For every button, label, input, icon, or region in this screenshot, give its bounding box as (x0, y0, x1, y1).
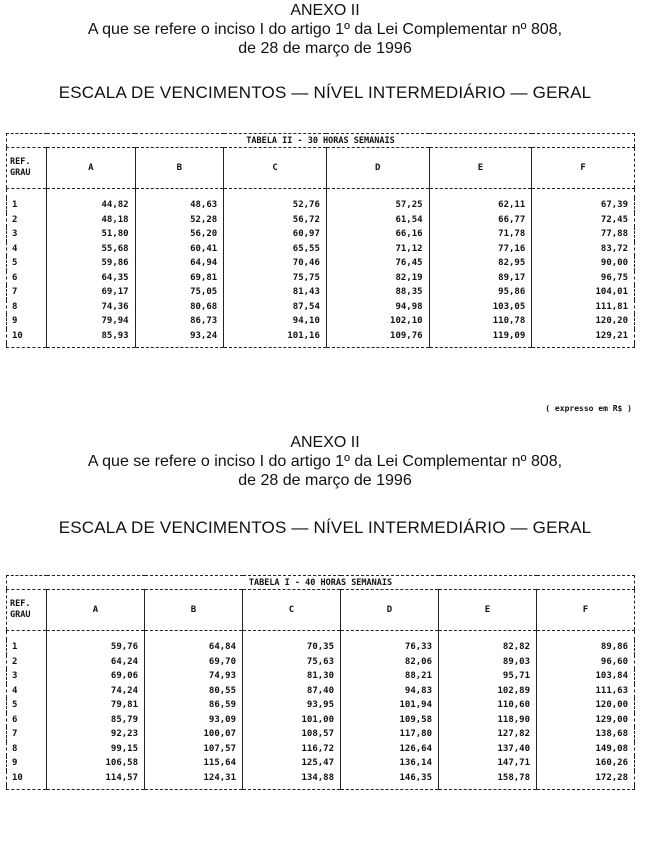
table-row (7, 227, 635, 242)
table-caption: TABELA I - 40 HORAS SEMANAIS (7, 576, 635, 590)
value-cell: 94,83 (341, 684, 439, 699)
value-cell: 101,00 (243, 713, 341, 728)
value-cell: 88,21 (341, 669, 439, 684)
value-cell: 59,76 (47, 640, 145, 655)
value-cell: 134,88 (243, 771, 341, 786)
column-header-d: D (326, 148, 429, 189)
law-reference-line-2: de 28 de março de 1996 (238, 472, 412, 489)
value-cell: 52,76 (224, 198, 327, 213)
value-cell: 69,17 (47, 285, 136, 300)
value-cell: 79,94 (47, 314, 136, 329)
value-cell: 160,26 (595, 758, 628, 769)
value-cell: 66,77 (429, 213, 532, 228)
table-row (7, 300, 635, 315)
column-header-d: D (341, 590, 439, 631)
value-cell: 67,39 (600, 200, 628, 211)
value-cell: 80,68 (135, 300, 224, 315)
value-cell: 81,30 (243, 669, 341, 684)
document-section-2 (0, 432, 650, 783)
value-cell: 118,90 (439, 713, 537, 728)
table-row (7, 213, 635, 228)
value-cell: 61,54 (326, 213, 429, 228)
value-cell: 127,82 (439, 727, 537, 742)
grau-cell: 2 (7, 655, 47, 670)
salary-table-40h (6, 575, 635, 790)
table-row (7, 727, 635, 742)
value-cell: 104,01 (595, 287, 628, 298)
table-header-row (7, 148, 635, 189)
grau-cell: 7 (7, 727, 47, 742)
value-cell: 110,60 (439, 698, 537, 713)
value-cell: 111,63 (595, 685, 628, 696)
column-header-e: E (439, 590, 537, 631)
value-cell: 69,81 (135, 271, 224, 286)
grau-cell: 3 (7, 669, 47, 684)
value-cell: 77,88 (600, 229, 628, 240)
value-cell: 64,24 (47, 655, 145, 670)
value-cell: 93,95 (243, 698, 341, 713)
value-cell: 158,78 (439, 771, 537, 786)
value-cell: 71,78 (429, 227, 532, 242)
grau-cell: 9 (7, 756, 47, 771)
table-row (7, 314, 635, 329)
value-cell: 82,82 (439, 640, 537, 655)
value-cell: 109,76 (326, 329, 429, 344)
grau-cell: 4 (7, 242, 47, 257)
table-row (7, 271, 635, 286)
value-cell: 146,35 (341, 771, 439, 786)
value-cell: 94,10 (224, 314, 327, 329)
value-cell: 80,55 (145, 684, 243, 699)
grau-cell: 10 (7, 771, 47, 786)
value-cell: 44,82 (47, 198, 136, 213)
table-row (7, 329, 635, 344)
value-cell: 75,05 (135, 285, 224, 300)
value-cell: 71,12 (326, 242, 429, 257)
value-cell: 96,75 (600, 272, 628, 283)
table-row (7, 640, 635, 655)
value-cell: 93,24 (135, 329, 224, 344)
table-header-row (7, 590, 635, 631)
value-cell: 51,80 (47, 227, 136, 242)
value-cell: 107,57 (145, 742, 243, 757)
value-cell: 110,78 (429, 314, 532, 329)
value-cell: 117,80 (341, 727, 439, 742)
law-reference-line-1: A que se refere o inciso I do artigo 1º da Lei Complementar nº 808, (87, 21, 563, 38)
grau-cell: 4 (7, 684, 47, 699)
value-cell: 89,03 (439, 655, 537, 670)
column-header-b: B (145, 590, 243, 631)
annex-title: ANEXO II (290, 2, 360, 19)
value-cell: 76,45 (326, 256, 429, 271)
value-cell: 72,45 (600, 214, 628, 225)
value-cell: 87,54 (224, 300, 327, 315)
value-cell: 59,86 (47, 256, 136, 271)
value-cell: 64,84 (145, 640, 243, 655)
value-cell: 90,00 (600, 258, 628, 269)
value-cell: 82,06 (341, 655, 439, 670)
value-cell: 48,18 (47, 213, 136, 228)
value-cell: 120,20 (595, 316, 628, 327)
grau-cell: 5 (7, 698, 47, 713)
value-cell: 89,86 (600, 642, 628, 653)
value-cell: 172,28 (595, 772, 628, 783)
salary-table-40h-wrapper (6, 575, 635, 790)
column-header-b: B (135, 148, 224, 189)
value-cell: 86,73 (135, 314, 224, 329)
column-header-f: F (537, 590, 635, 631)
value-cell: 55,68 (47, 242, 136, 257)
value-cell: 125,47 (243, 756, 341, 771)
annex-title: ANEXO II (290, 434, 360, 451)
value-cell: 81,43 (224, 285, 327, 300)
value-cell: 87,40 (243, 684, 341, 699)
value-cell: 75,75 (224, 271, 327, 286)
value-cell: 129,00 (595, 714, 628, 725)
value-cell: 126,64 (341, 742, 439, 757)
value-cell: 116,72 (243, 742, 341, 757)
value-cell: 111,81 (595, 301, 628, 312)
value-cell: 102,89 (439, 684, 537, 699)
value-cell: 120,00 (595, 700, 628, 711)
value-cell: 60,97 (224, 227, 327, 242)
law-reference-line-2: de 28 de março de 1996 (238, 40, 412, 57)
value-cell: 114,57 (47, 771, 145, 786)
value-cell: 137,40 (439, 742, 537, 757)
value-cell: 119,09 (429, 329, 532, 344)
value-cell: 64,35 (47, 271, 136, 286)
column-header-c: C (224, 148, 327, 189)
value-cell: 88,35 (326, 285, 429, 300)
value-cell: 124,31 (145, 771, 243, 786)
value-cell: 48,63 (135, 198, 224, 213)
value-cell: 103,05 (429, 300, 532, 315)
column-header-c: C (243, 590, 341, 631)
value-cell: 77,16 (429, 242, 532, 257)
value-cell: 70,35 (243, 640, 341, 655)
value-cell: 76,33 (341, 640, 439, 655)
value-cell: 85,93 (47, 329, 136, 344)
value-cell: 136,14 (341, 756, 439, 771)
value-cell: 96,60 (600, 656, 628, 667)
value-cell: 138,68 (595, 729, 628, 740)
value-cell: 82,95 (429, 256, 532, 271)
table-row (7, 669, 635, 684)
value-cell: 109,58 (341, 713, 439, 728)
document-section-1 (0, 0, 650, 413)
salary-scale-heading: ESCALA DE VENCIMENTOS — NÍVEL INTERMEDIÁRIO — GERAL (58, 83, 592, 102)
value-cell: 62,11 (429, 198, 532, 213)
salary-table-30h-wrapper (6, 133, 635, 348)
table-row (7, 242, 635, 257)
value-cell: 129,21 (595, 330, 628, 341)
value-cell: 74,24 (47, 684, 145, 699)
table-row (7, 698, 635, 713)
value-cell: 74,36 (47, 300, 136, 315)
value-cell: 94,98 (326, 300, 429, 315)
value-cell: 65,55 (224, 242, 327, 257)
table-row (7, 256, 635, 271)
value-cell: 93,09 (145, 713, 243, 728)
value-cell: 75,63 (243, 655, 341, 670)
table-caption: TABELA II - 30 HORAS SEMANAIS (7, 134, 635, 148)
column-header-e: E (429, 148, 532, 189)
value-cell: 52,28 (135, 213, 224, 228)
table-row (7, 742, 635, 757)
value-cell: 106,58 (47, 756, 145, 771)
value-cell: 60,41 (135, 242, 224, 257)
value-cell: 95,71 (439, 669, 537, 684)
value-cell: 79,81 (47, 698, 145, 713)
column-header-a: A (47, 148, 136, 189)
value-cell: 149,08 (595, 743, 628, 754)
value-cell: 64,94 (135, 256, 224, 271)
value-cell: 69,70 (145, 655, 243, 670)
ref-grau-header: REF. GRAU (7, 590, 47, 631)
value-cell: 57,25 (326, 198, 429, 213)
ref-grau-header: REF. GRAU (7, 148, 47, 189)
value-cell: 83,72 (600, 243, 628, 254)
value-cell: 56,20 (135, 227, 224, 242)
value-cell: 101,94 (341, 698, 439, 713)
grau-cell: 3 (7, 227, 47, 242)
table-row (7, 771, 635, 786)
grau-cell: 2 (7, 213, 47, 228)
value-cell: 86,59 (145, 698, 243, 713)
salary-table-30h (6, 133, 635, 348)
table-row (7, 756, 635, 771)
value-cell: 103,84 (595, 671, 628, 682)
value-cell: 82,19 (326, 271, 429, 286)
value-cell: 92,23 (47, 727, 145, 742)
grau-cell: 1 (7, 198, 47, 213)
value-cell: 69,06 (47, 669, 145, 684)
table-row (7, 684, 635, 699)
salary-scale-heading: ESCALA DE VENCIMENTOS — NÍVEL INTERMEDIÁRIO — GERAL (58, 518, 592, 537)
law-reference-line-1: A que se refere o inciso I do artigo 1º da Lei Complementar nº 808, (87, 453, 563, 470)
value-cell: 99,15 (47, 742, 145, 757)
grau-cell: 6 (7, 713, 47, 728)
currency-note: ( expresso em R$ ) (545, 404, 632, 413)
value-cell: 101,16 (224, 329, 327, 344)
grau-cell: 1 (7, 640, 47, 655)
value-cell: 56,72 (224, 213, 327, 228)
value-cell: 102,10 (326, 314, 429, 329)
grau-cell: 10 (7, 329, 47, 344)
value-cell: 115,64 (145, 756, 243, 771)
value-cell: 147,71 (439, 756, 537, 771)
grau-cell: 9 (7, 314, 47, 329)
table-row (7, 285, 635, 300)
grau-cell: 8 (7, 742, 47, 757)
column-header-f: F (532, 148, 635, 189)
table-row (7, 713, 635, 728)
column-header-a: A (47, 590, 145, 631)
value-cell: 66,16 (326, 227, 429, 242)
grau-cell: 8 (7, 300, 47, 315)
grau-cell: 5 (7, 256, 47, 271)
value-cell: 85,79 (47, 713, 145, 728)
value-cell: 74,93 (145, 669, 243, 684)
grau-cell: 6 (7, 271, 47, 286)
table-row (7, 198, 635, 213)
value-cell: 70,46 (224, 256, 327, 271)
grau-cell: 7 (7, 285, 47, 300)
table-row (7, 655, 635, 670)
value-cell: 89,17 (429, 271, 532, 286)
value-cell: 108,57 (243, 727, 341, 742)
value-cell: 95,86 (429, 285, 532, 300)
value-cell: 100,07 (145, 727, 243, 742)
